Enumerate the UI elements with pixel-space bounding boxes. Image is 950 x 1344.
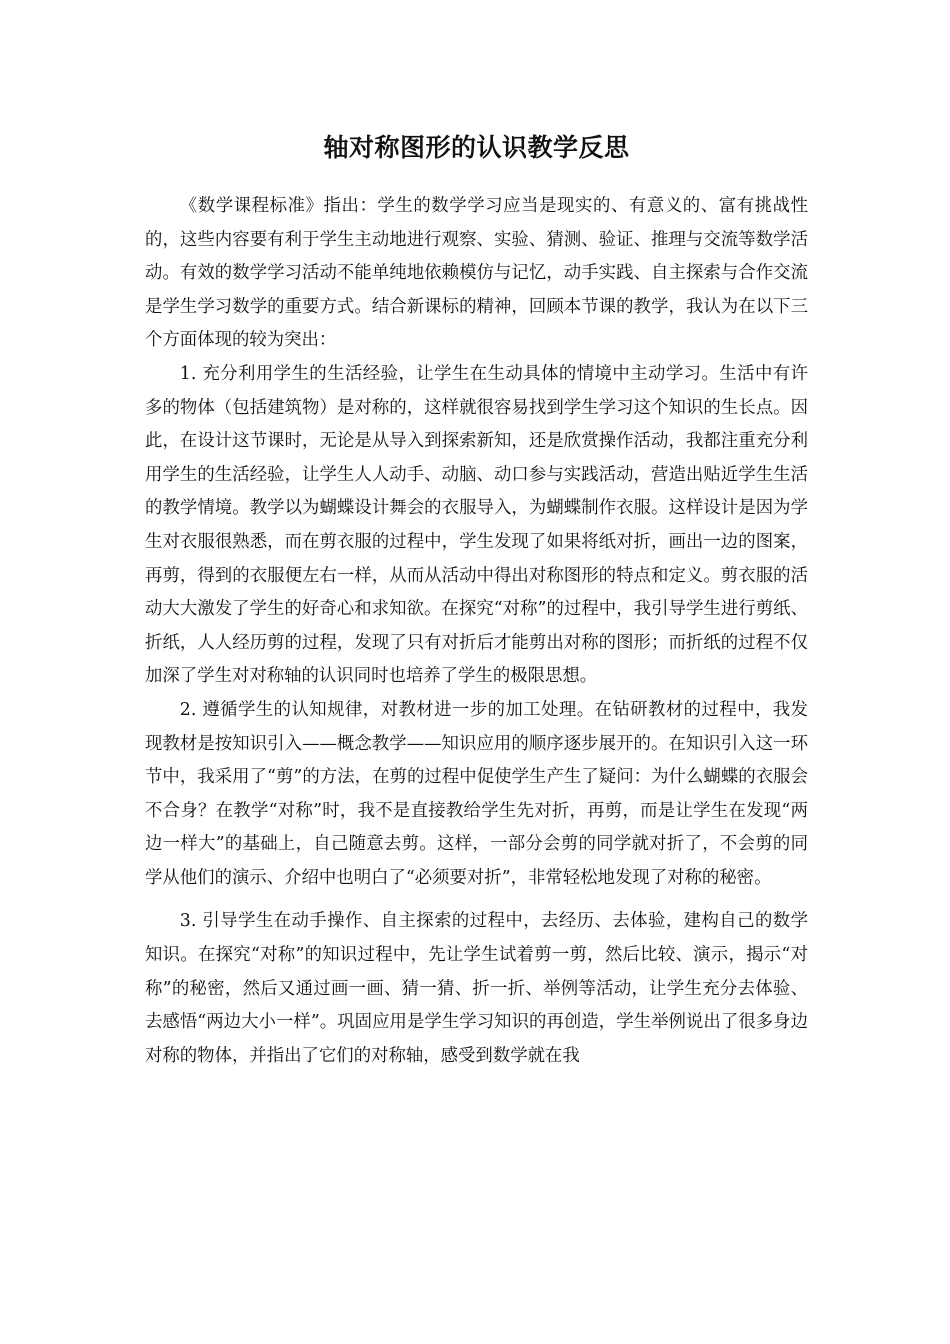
paragraph-point-3: 3. 引导学生在动手操作、自主探索的过程中，去经历、去体验，建构自己的数学知识。在探究“对称”的知识过程中，先让学生试着剪一剪，然后比较、演示，揭示“对称”的秘密，然后又通过画一画、猜一猜、折一折、举例等活动，让学生充分去体验、去感悟“两边大小一样”。巩固应用是学生学习知识的再创造，学生举例说出了很多身边对称的物体，并指出了它们的对称轴，感受到数学就在我 bbox=[145, 911, 808, 1066]
paragraph-point-1: 1. 充分利用学生的生活经验，让学生在生动具体的情境中主动学习。生活中有许多的物体（包括建筑物）是对称的，这样就很容易找到学生学习这个知识的生长点。因此，在设计这节课时，无论是从导入到探索新知，还是欣赏操作活动，我都注重充分利用学生的生活经验，让学生人人动手、动脑、动口参与实践活动，营造出贴近学生生活的教学情境。教学以为蝴蝶设计舞会的衣服导入，为蝴蝶制作衣服。这样设计是因为学生对衣服很熟悉，而在剪衣服的过程中，学生发现了如果将纸对折，画出一边的图案，再剪，得到的衣服便左右一样，从而从活动中得出对称图形的特点和定义。剪衣服的活动大大激发了学生的好奇心和求知欲。在探究“对称”的过程中，我引导学生进行剪纸、折纸，人人经历剪的过程，发现了只有对折后才能剪出对称的图形；而折纸的过程不仅加深了学生对对称轴的认识同时也培养了学生的极限思想。 bbox=[145, 363, 808, 687]
paragraph-intro: 《数学课程标准》指出：学生的数学学习应当是现实的、有意义的、富有挑战性的，这些内容要有利于学生主动地进行观察、实验、猜测、验证、推理与交流等数学活动。有效的数学学习活动不能单纯地依赖模仿与记忆，动手实践、自主探索与合作交流是学生学习数学的重要方式。结合新课标的精神，回顾本节课的教学，我认为在以下三个方面体现的较为突出： bbox=[145, 196, 808, 351]
paragraph-point-2: 2. 遵循学生的认知规律，对教材进一步的加工处理。在钻研教材的过程中，我发现教材是按知识引入——概念教学——知识应用的顺序逐步展开的。在知识引入这一环节中，我采用了“剪”的方法，在剪的过程中促使学生产生了疑问：为什么蝴蝶的衣服会不合身？在教学“对称”时，我不是直接教给学生先对折，再剪，而是让学生在发现“两边一样大”的基础上，自己随意去剪。这样，一部分会剪的同学就对折了，不会剪的同学从他们的演示、介绍中也明白了“必须要对折”，非常轻松地发现了对称的秘密。 bbox=[145, 699, 808, 888]
document-title: 轴对称图形的认识教学反思 bbox=[323, 133, 630, 162]
document-page bbox=[145, 128, 808, 1073]
